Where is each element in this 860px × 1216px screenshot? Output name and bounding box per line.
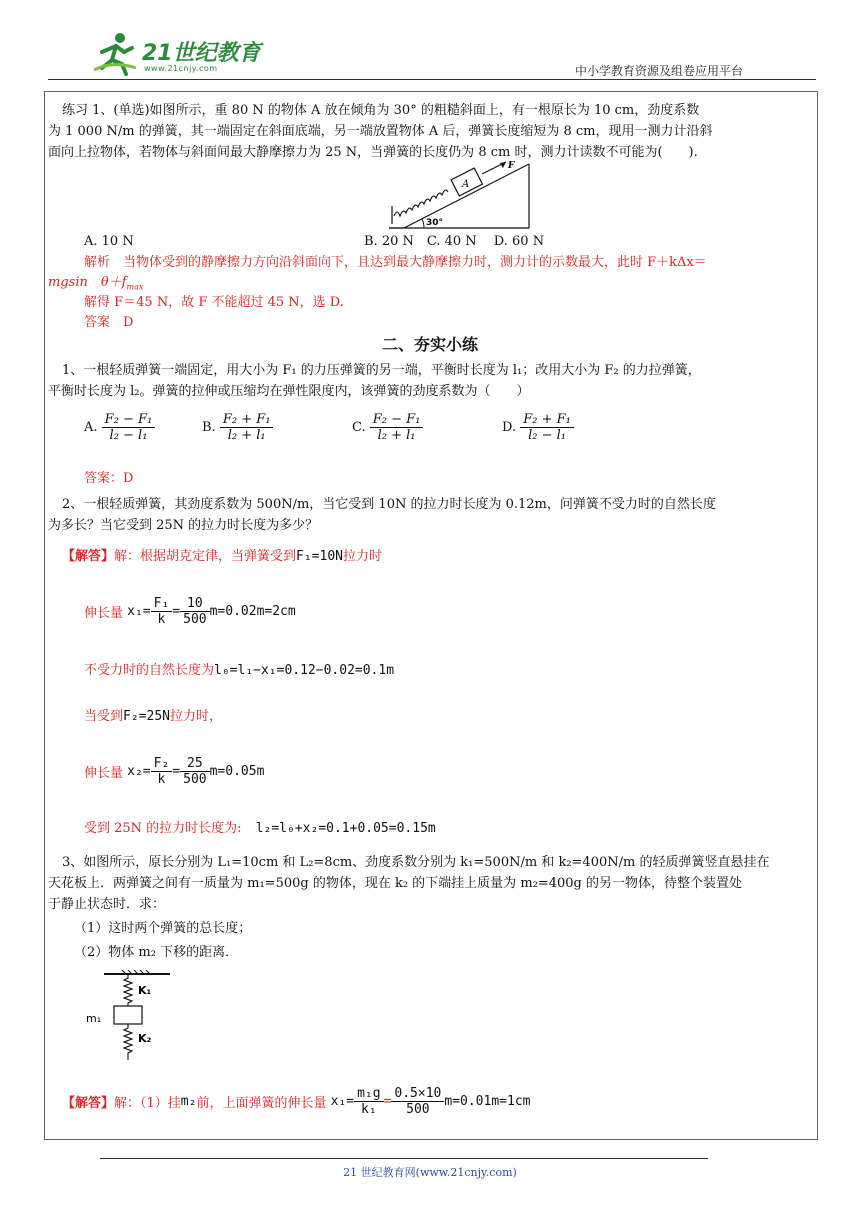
ex1-line2: 为 1 000 N/m 的弹簧，其一端固定在斜面底端，另一端放置物体 A 后，弹簧长度缩短为 8 cm，现用一测力计沿斜 <box>48 124 713 139</box>
q3-answer-fraction-2: $\frac{0.5\times 10}{500}$ <box>391 1086 444 1117</box>
spring-k1-icon <box>124 974 132 1006</box>
q2-ext2-fraction-1: $\frac{\text{F₂}}{k}$ <box>151 756 173 787</box>
q1-option-b-fraction: $\frac{\text{F₂ + F₁}}{\text{l₂ + l₁}}$ <box>220 412 274 443</box>
q3-line2: 天花板上．两弹簧之间有一质量为 m₁=500g 的物体，现在 k₂ 的下端挂上质量为 m₂=400g 的另一物体，待整个装置处 <box>48 876 743 891</box>
q2-answer-1-tail: 拉力时 <box>343 549 383 564</box>
q1-option-a-label: A. <box>84 420 98 435</box>
q3-answer-m2: m₂ <box>180 1094 197 1109</box>
ex1-analysis-2-text: mgsin θ＋f <box>48 275 127 290</box>
footer-text[interactable]: 21 世纪教育网(www.21cnjy.com) <box>343 1166 517 1179</box>
q1-answer: 答案：D <box>84 471 134 486</box>
q3-answer-lhs: x₁= <box>330 1094 355 1109</box>
q2-ext2-label: 伸长量 <box>84 766 124 781</box>
logo <box>92 30 262 76</box>
hanging-springs-figure <box>84 970 194 1070</box>
logo-url-text: www.21cnjy.com <box>144 64 218 73</box>
q2-nat-label: 不受力时的自然长度为 <box>84 663 215 678</box>
q1-option-b <box>202 412 273 443</box>
q1-option-b-label: B. <box>202 420 216 435</box>
q3-answer-fraction-1: $\frac{\text{m₁g}}{\text{k₁}}$ <box>354 1086 383 1117</box>
q2-ext1-fraction-2: $\frac{10}{500}$ <box>180 596 209 627</box>
q2-answer-1 <box>62 546 802 567</box>
q2-len-label: 受到 25N 的拉力时长度为: <box>84 821 242 836</box>
ex1-options-bcd: B. 20 N C. 40 N D. 60 N <box>364 234 545 249</box>
q2-when-label: 当受到 <box>84 709 124 724</box>
q2-ext1-label: 伸长量 <box>84 606 124 621</box>
angle-label: 30° <box>426 218 444 228</box>
q1-option-a-fraction: $\frac{\text{F₂ − F₁}}{\text{l₂ − l₁}}$ <box>102 412 156 443</box>
q3-line3: 于静止状态时．求： <box>48 897 166 912</box>
q2-ext2-tail: m=0.05m <box>209 764 265 779</box>
q3-sub2: （2）物体 m₂ 下移的距离． <box>74 945 239 960</box>
q3-answer-text: 解：（1）挂 <box>114 1096 181 1111</box>
ex1-analysis-1: 解析 当物体受到的静摩擦力方向沿斜面向下，且达到最大静摩擦力时，测力计的示数最大，此时 F＋kΔx＝ <box>84 255 707 270</box>
q2-extension-1: 伸长量 x₁= $\frac{\text{F₁}}{k}$ = $\frac{10}{500}$ m=0.02m=2cm <box>84 596 296 627</box>
q3-answer-tag: 【解答】 <box>62 1096 115 1111</box>
q2-answer-1-text: 解：根据胡克定律，当弹簧受到 <box>114 549 297 564</box>
spring-k2-icon <box>124 1024 132 1060</box>
q2-ext1-tail: m=0.02m=2cm <box>209 604 296 619</box>
k1-label: K₁ <box>138 984 152 997</box>
force-label: F <box>508 161 515 171</box>
q1-option-a <box>84 412 155 443</box>
logo-main-text: 21世纪教育 <box>142 41 261 66</box>
q2-when-tail: 拉力时， <box>169 709 222 724</box>
m1-label: m₁ <box>86 1012 102 1025</box>
q3-answer-tail: m=0.01m=1cm <box>444 1094 531 1109</box>
q2-natural-length <box>84 660 824 681</box>
q2-extension-2: 伸长量 x₂= $\frac{\text{F₂}}{k}$ = $\frac{25}{500}$ m=0.05m <box>84 756 265 787</box>
block-label: A <box>462 179 470 190</box>
q3-answer-1: 【解答】解：（1）挂m₂前，上面弹簧的伸长量 x₁= $\frac{\text{m₁g}}{\text{k₁}}$ = $\frac{0.5\times 10}{500}$ m=0.01m=1cm <box>62 1086 531 1117</box>
platform-title: 中小学教育资源及组卷应用平台 <box>575 64 744 78</box>
q2-when-math: F₂=25N <box>123 709 170 724</box>
ex1-line1: 练习 1、(单选)如图所示，重 80 N 的物体 A 放在倾角为 30° 的粗糙斜面上，有一根原长为 10 cm，劲度系数 <box>62 103 700 118</box>
ex1-answer: 答案 D <box>84 315 134 330</box>
q3-answer-mid: 前，上面弹簧的伸长量 <box>196 1096 327 1111</box>
ex1-analysis-3: 解得 F＝45 N，故 F 不能超过 45 N，选 D. <box>84 295 344 310</box>
q2-when <box>84 706 824 727</box>
footer-divider <box>100 1158 708 1159</box>
q2-line1: 2、一根轻质弹簧，其劲度系数为 500N/m，当它受到 10N 的拉力时长度为 0.12m，问弹簧不受力时的自然长度 <box>62 497 716 512</box>
q2-answer-1-math: F₁=10N <box>296 549 343 564</box>
q2-ext1-lhs: x₁= <box>127 604 151 619</box>
q1-line1: 1、一根轻质弹簧一端固定，用大小为 F₁ 的力压弹簧的另一端，平衡时长度为 l₁；改用大小为 F₂ 的力拉弹簧， <box>62 363 701 378</box>
q1-option-d <box>502 412 574 443</box>
q2-ext2-fraction-2: $\frac{25}{500}$ <box>180 756 209 787</box>
q1-option-c-label: C. <box>352 420 366 435</box>
q3-sub1: （1）这时两个弹簧的总长度； <box>74 921 252 936</box>
q1-option-d-label: D. <box>502 420 517 435</box>
k2-label: K₂ <box>138 1032 152 1045</box>
section-title: 二、夯实小练 <box>381 335 478 354</box>
q1-option-c-fraction: $\frac{\text{F₂ − F₁}}{\text{l₂ + l₁}}$ <box>370 412 424 443</box>
q2-answer-tag: 【解答】 <box>62 549 115 564</box>
runner-logo-icon <box>92 30 138 76</box>
q2-ext1-fraction-1: $\frac{\text{F₁}}{k}$ <box>151 596 173 627</box>
spring-icon <box>394 190 448 216</box>
q2-ext2-lhs: x₂= <box>127 764 151 779</box>
ex1-analysis-2-sub: max <box>126 282 144 292</box>
q1-option-d-fraction: $\frac{\text{F₂ + F₁}}{\text{l₂ − l₁}}$ <box>520 412 574 443</box>
q2-len-math: l₂=l₀+x₂=0.1+0.05=0.15m <box>255 821 436 836</box>
q2-line2: 为多长？当它受到 25N 的拉力时长度为多少？ <box>48 518 319 533</box>
q2-length <box>84 818 824 839</box>
q1-line2: 平衡时长度为 l₂。弹簧的拉伸或压缩均在弹性限度内，该弹簧的劲度系数为（ ） <box>48 384 530 399</box>
ex1-option-a: A. 10 N <box>84 234 134 249</box>
q2-nat-math: l₀=l₁−x₁=0.12−0.02=0.1m <box>214 663 395 678</box>
incline-figure <box>384 160 534 232</box>
q1-option-c <box>352 412 423 443</box>
ex1-line3: 面向上拉物体，若物体与斜面间最大静摩擦力为 25 N，当弹簧的长度仍为 8 cm 时，测力计读数不可能为( ). <box>48 145 698 160</box>
header-divider <box>48 79 816 80</box>
q3-line1: 3、如图所示，原长分别为 L₁=10cm 和 L₂=8cm、劲度系数分别为 k₁=500N/m 和 k₂=400N/m 的轻质弹簧竖直悬挂在 <box>62 855 770 870</box>
